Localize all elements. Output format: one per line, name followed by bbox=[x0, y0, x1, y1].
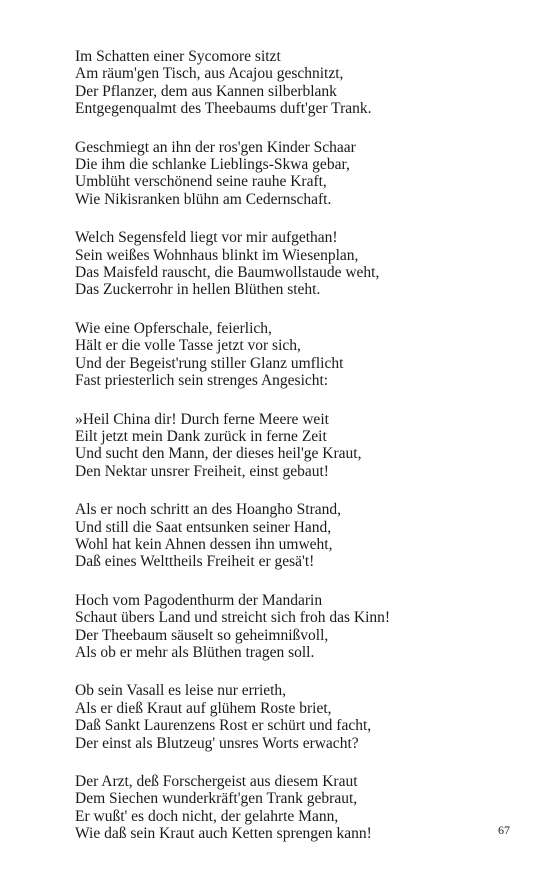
poem-line: Eilt jetzt mein Dank zurück in ferne Zeit bbox=[75, 427, 327, 445]
poem-line: Er wußt' es doch nicht, der gelahrte Mann, bbox=[75, 807, 339, 825]
poem-line: Ob sein Vasall es leise nur errieth, bbox=[75, 682, 287, 700]
poem-line: Als ob er mehr als Blüthen tragen soll. bbox=[75, 643, 315, 661]
stanza-5 bbox=[75, 411, 515, 481]
stanza-4 bbox=[75, 320, 515, 390]
poem-line: Der Theebaum säuselt so geheimnißvoll, bbox=[75, 626, 329, 644]
poem-line: Und sucht den Mann, der dieses heil'ge Kraut, bbox=[75, 445, 362, 463]
poem-line: Am räum'gen Tisch, aus Acajou geschnitzt, bbox=[75, 65, 344, 83]
stanza-8 bbox=[75, 682, 515, 752]
poem-line: Das Maisfeld rauscht, die Baumwollstaude weht, bbox=[75, 264, 380, 282]
poem-line: Hält er die volle Tasse jetzt vor sich, bbox=[75, 337, 301, 355]
poem-line: Umblüht verschönend seine rauhe Kraft, bbox=[75, 173, 327, 191]
poem-line: »Heil China dir! Durch ferne Meere weit bbox=[75, 410, 329, 428]
poem-line: Fast priesterlich sein strenges Angesicht: bbox=[75, 372, 329, 390]
poem-line: Geschmiegt an ihn der ros'gen Kinder Schaar bbox=[75, 138, 356, 156]
poem-line: Der einst als Blutzeug' unsres Worts erwacht? bbox=[75, 734, 359, 752]
stanza-9 bbox=[75, 773, 515, 843]
poem-line: Dem Siechen wunderkräft'gen Trank gebraut, bbox=[75, 790, 358, 808]
poem-line: Hoch vom Pagodenthurm der Mandarin bbox=[75, 591, 323, 609]
poem-body bbox=[75, 48, 515, 864]
poem-line: Wie Nikisranken blühn am Cedernschaft. bbox=[75, 190, 332, 208]
stanza-3 bbox=[75, 229, 515, 299]
poem-line: Wie eine Opferschale, feierlich, bbox=[75, 319, 272, 337]
stanza-1 bbox=[75, 48, 515, 118]
poem-line: Daß eines Welttheils Freiheit er gesä't! bbox=[75, 553, 315, 571]
poem-line: Den Nektar unsrer Freiheit, einst gebaut! bbox=[75, 462, 329, 480]
poem-line: Daß Sankt Laurenzens Rost er schürt und facht, bbox=[75, 717, 372, 735]
poem-line: Im Schatten einer Sycomore sitzt bbox=[75, 48, 281, 65]
stanza-6 bbox=[75, 501, 515, 571]
poem-line: Wohl hat kein Ahnen dessen ihn umweht, bbox=[75, 535, 333, 553]
poem-line: Und der Begeist'rung stiller Glanz umflicht bbox=[75, 354, 344, 372]
poem-line: Sein weißes Wohnhaus blinkt im Wiesenplan, bbox=[75, 246, 359, 264]
poem-line: Entgegenqualmt des Theebaums duft'ger Trank. bbox=[75, 100, 372, 118]
poem-line: Das Zuckerrohr in hellen Blüthen steht. bbox=[75, 281, 321, 299]
poem-line: Der Pflanzer, dem aus Kannen silberblank bbox=[75, 82, 337, 100]
poem-line: Und still die Saat entsunken seiner Hand, bbox=[75, 518, 332, 536]
stanza-2 bbox=[75, 139, 515, 209]
stanza-7 bbox=[75, 592, 515, 662]
poem-line: Als er dieß Kraut auf glühem Roste briet, bbox=[75, 699, 332, 717]
poem-line: Der Arzt, deß Forschergeist aus diesem Kraut bbox=[75, 773, 358, 790]
poem-line: Die ihm die schlanke Lieblings-Skwa gebar, bbox=[75, 156, 350, 174]
poem-line: Wie daß sein Kraut auch Ketten sprengen kann! bbox=[75, 825, 372, 843]
poem-line: Schaut übers Land und streicht sich froh das Kinn! bbox=[75, 609, 391, 627]
page-number: 67 bbox=[498, 823, 510, 837]
poem-line: Welch Segensfeld liegt vor mir aufgethan! bbox=[75, 229, 338, 247]
poem-line: Als er noch schritt an des Hoangho Strand, bbox=[75, 501, 342, 519]
